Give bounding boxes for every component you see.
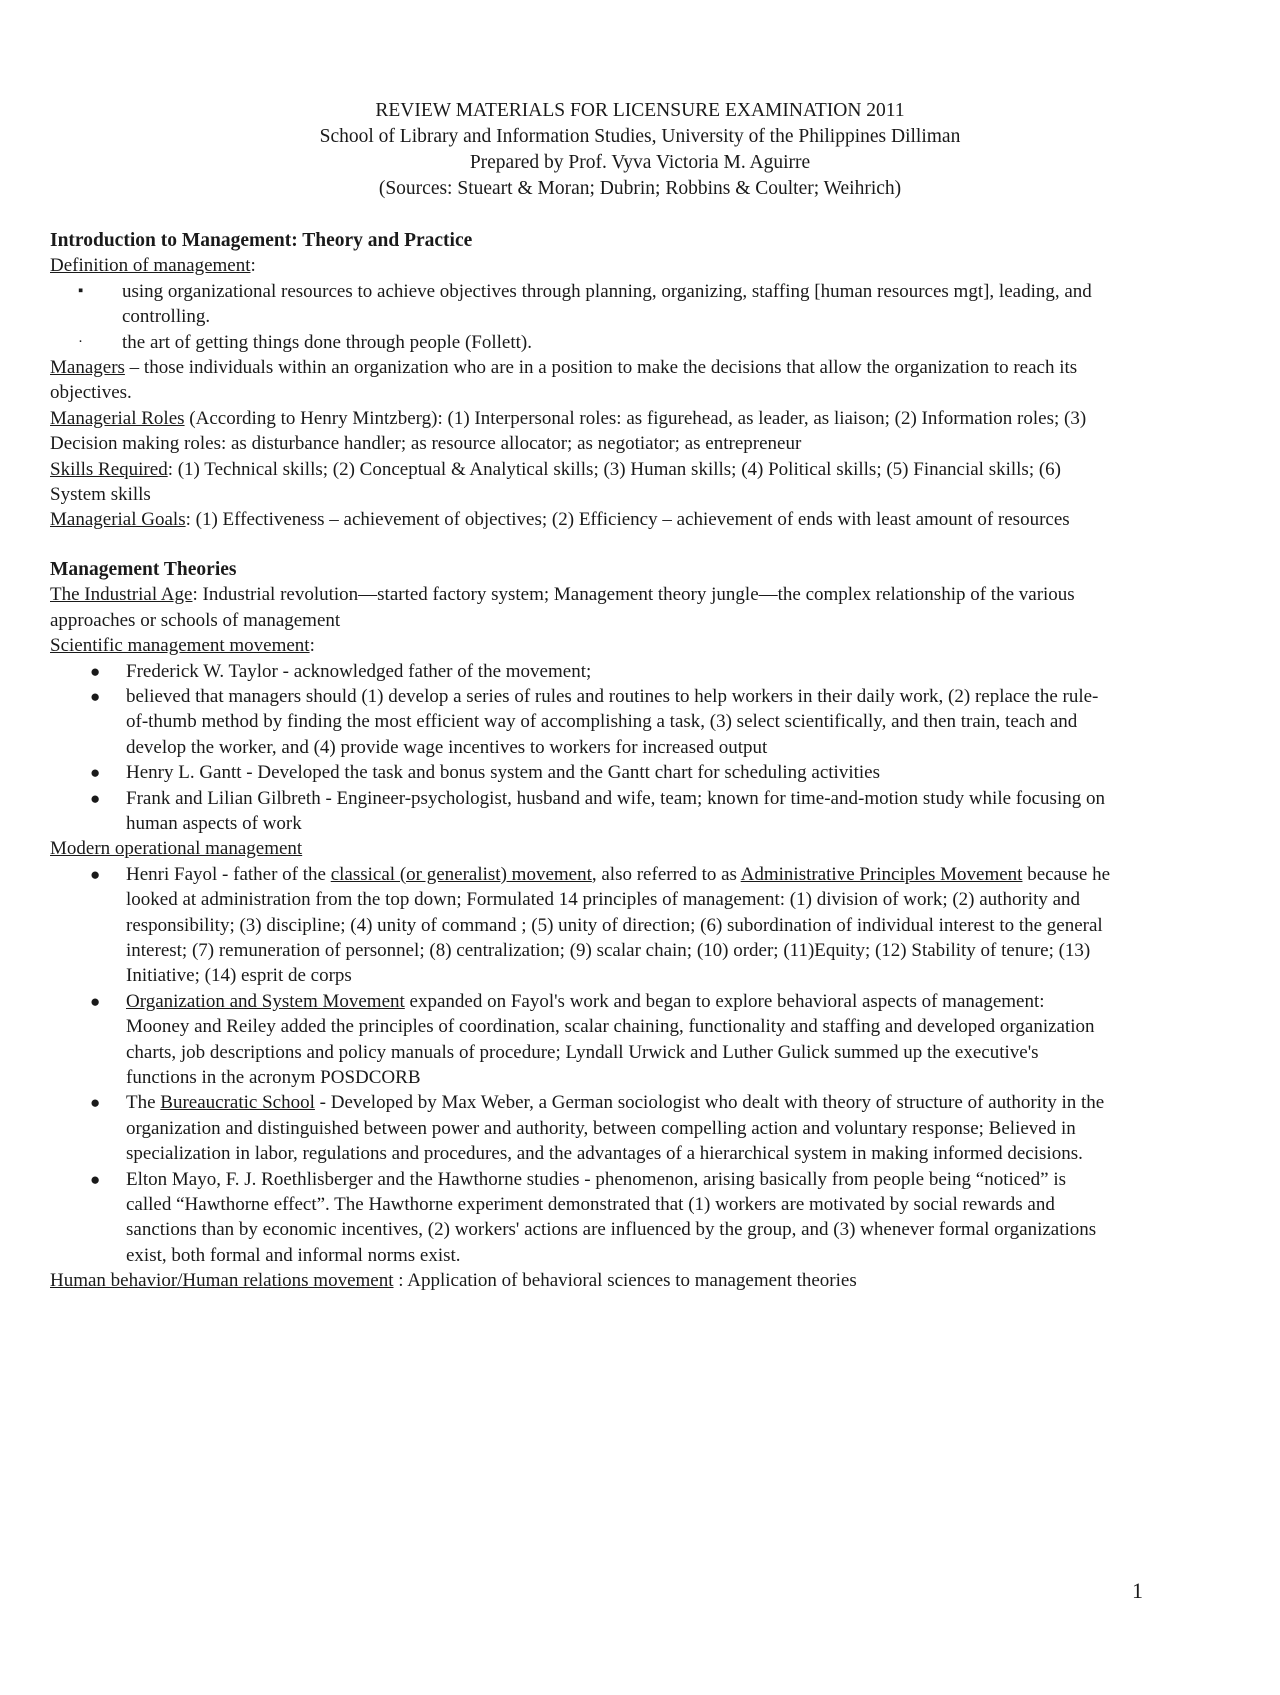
definition-list [50, 279, 1110, 355]
page-number: 1 [1132, 1578, 1143, 1603]
modern-list [50, 862, 1110, 1269]
list-item: ● believed that managers should (1) develop a series of rules and routines to help workers in their daily work, (2) replace the rule-of-thumb method by finding the most efficient way of accomplishing a task, (3) select scientifically, and then train, teach and develop the worker, and (4) provide wage incentives to workers for increased output [90, 685, 1099, 758]
scientific-label-line: Scientific management movement: [50, 635, 315, 657]
bullet-icon: ● [90, 864, 101, 884]
bullet-icon: ● [90, 763, 101, 783]
list-item: · the art of getting things done through people (Follett). [50, 330, 1110, 355]
list-item: ● Organization and System Movement expanded on Fayol's work and began to explore behavioral aspects of management: Mooney and Reiley added the principles of coordination, scalar chaining, functionality and staffing and developed organization charts, job descriptions and policy manuals of procedure; Lyndall Urwick and Luther Gulick summed up the executive's functions in the acronym POSDCORB [90, 990, 1095, 1088]
document-body [50, 228, 1110, 1294]
dash-bullet-icon: · [78, 333, 83, 350]
dash-bullet-icon: ▪ [78, 282, 84, 299]
roles-label: Managerial Roles [50, 407, 185, 429]
section-heading-theories: Management Theories [50, 558, 237, 580]
industrial-paragraph: The Industrial Age: Industrial revolution—started factory system; Management theory jungle—the complex relationship of the various approaches or schools of management [50, 584, 1075, 631]
scientific-label: Scientific management movement [50, 635, 310, 657]
header-title: REVIEW MATERIALS FOR LICENSURE EXAMINATION 2011 [375, 100, 905, 121]
goals-paragraph: Managerial Goals: (1) Effectiveness – achievement of objectives; (2) Efficiency – achievement of ends with least amount of resources [50, 509, 1070, 531]
list-item: ● The Bureaucratic School - Developed by Max Weber, a German sociologist who dealt with theory of structure of authority in the organization and distinguished between power and authority, between compelling action and voluntary response; Believed in specialization in labor, regulations and procedures, and the advantages of a hierarchical system in making informed decisions. [90, 1092, 1105, 1165]
list-item: ● Frank and Lilian Gilbreth - Engineer-psychologist, husband and wife, team; known for time-and-motion study while focusing on human aspects of work [90, 787, 1105, 834]
scientific-list [50, 659, 1110, 837]
header-author: Prepared by Prof. Vyva Victoria M. Aguirre [469, 152, 811, 173]
human-relations-label: Human behavior/Human relations movement [50, 1270, 394, 1292]
modern-label-line [50, 836, 1110, 861]
document-header [0, 98, 1280, 202]
skills-label: Skills Required [50, 458, 168, 480]
roles-paragraph: Managerial Roles (According to Henry Mintzberg): (1) Interpersonal roles: as figurehead, as leader, as liaison; (2) Information roles; (3) Decision making roles: as disturbance handler; as resource allocator; as negotiator; as entrepreneur [50, 407, 1087, 455]
industrial-label: The Industrial Age [50, 584, 193, 606]
list-item: ● Henri Fayol - father of the classical (or generalist) movement, also referred to as Administrative Principles Movement because he looked at administration from the top down; Formulated 14 principles of management: (1) division of work; (2) authority and responsibility; (3) discipline; (4) unity of command ; (5) unity of direction; (6) subordination of individual interest to the general interest; (7) remuneration of personnel; (8) centralization; (9) scalar chain; (10) order; (11)Equity; (12) Stability of tenure; (13) Initiative; (14) esprit de corps [90, 863, 1111, 987]
bullet-icon: ● [90, 661, 101, 681]
header-sources: (Sources: Stueart & Moran; Dubrin; Robbins & Coulter; Weihrich) [378, 178, 902, 199]
section-heading-introduction: Introduction to Management: Theory and Practice [50, 230, 473, 251]
goals-label: Managerial Goals [50, 509, 186, 531]
human-relations-paragraph: Human behavior/Human relations movement : Application of behavioral sciences to management theories [50, 1270, 857, 1292]
bullet-icon: ● [90, 686, 101, 706]
list-item: ● Elton Mayo, F. J. Roethlisberger and the Hawthorne studies - phenomenon, arising basically from people being “noticed” is called “Hawthorne effect”. The Hawthorne experiment demonstrated that (1) workers are motivated by social rewards and sanctions than by economic incentives, (2) workers' actions are influenced by the group, and (3) whenever formal organizations exist, both formal and informal norms exist. [90, 1168, 1097, 1266]
list-item: ● Henry L. Gantt - Developed the task and bonus system and the Gantt chart for scheduling activities [50, 760, 1110, 785]
list-item: ▪ using organizational resources to achieve objectives through planning, organizing, staffing [human resources mgt], leading, and controlling. [78, 280, 1092, 328]
definition-label: Definition of management [50, 255, 251, 277]
definition-label-line: Definition of management: [50, 255, 256, 277]
header-institution: School of Library and Information Studies, University of the Philippines Dilliman [319, 126, 961, 147]
list-item: ● Frederick W. Taylor - acknowledged father of the movement; [50, 659, 1110, 684]
bullet-icon: ● [90, 788, 101, 808]
modern-label: Modern operational management [50, 838, 303, 860]
managers-paragraph: Managers – those individuals within an organization who are in a position to make the decisions that allow the organization to reach its objectives. [50, 357, 1078, 404]
bullet-icon: ● [90, 991, 101, 1011]
bullet-icon: ● [90, 1093, 101, 1113]
managers-label: Managers [50, 357, 125, 379]
bullet-icon: ● [90, 1169, 101, 1189]
skills-paragraph: Skills Required: (1) Technical skills; (2) Conceptual & Analytical skills; (3) Human skills; (4) Political skills; (5) Financial skills; (6) System skills [50, 458, 1062, 506]
